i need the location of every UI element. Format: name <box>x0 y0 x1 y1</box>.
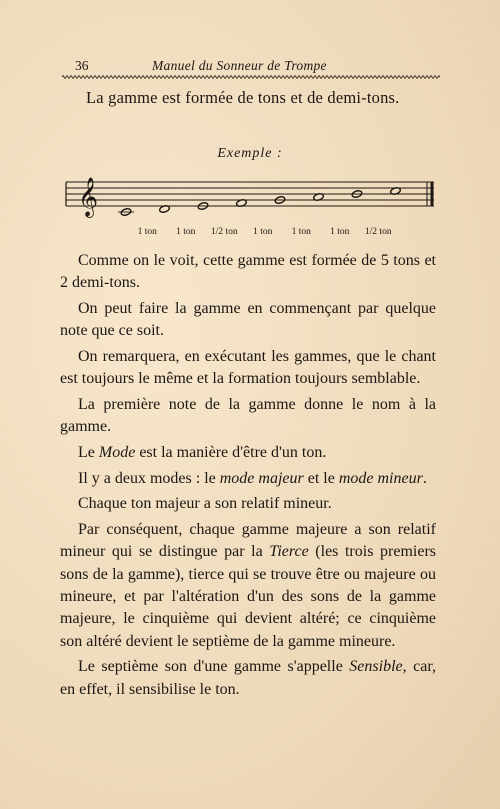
header-rule <box>62 74 440 80</box>
text-run: Chaque ton majeur a son relatif mineur. <box>78 495 332 513</box>
italic-term: mode majeur <box>219 469 304 487</box>
paragraph <box>60 442 436 464</box>
paragraph <box>60 656 436 701</box>
interval-label: 1 ton <box>176 227 196 237</box>
example-label: Exemple : <box>217 146 283 161</box>
text-run: La première note de la gamme donne le nom à la gamme. <box>60 396 436 436</box>
note-group <box>118 187 401 217</box>
text-run: On peut faire la gamme en commençant par quelque note que ce soit. <box>60 300 436 340</box>
italic-term: Tierce <box>269 543 309 561</box>
text-run: . <box>422 469 427 487</box>
paragraph <box>60 346 436 391</box>
italic-term: Sensible <box>349 658 403 676</box>
paragraph <box>60 519 436 653</box>
italic-term: Mode <box>98 444 136 461</box>
music-staff <box>64 172 440 244</box>
text-run: Par conséquent, chaque gamme majeure a son relatif mineur qui se distingue par la <box>60 520 436 561</box>
intro-sentence: La gamme est formée de tons et de demi-tons. <box>86 88 400 107</box>
running-title: Manuel du Sonneur de Trompe <box>152 58 327 73</box>
interval-label: 1/2 ton <box>210 227 238 237</box>
interval-label: 1/2 ton <box>364 227 392 237</box>
paragraph <box>60 468 436 490</box>
text-run: est la manière d'être d'un ton. <box>135 444 327 461</box>
page-number: 36 <box>75 58 89 73</box>
text-run: On remarquera, en exécutant les gammes, que le chant est toujours le même et la formation toujours semblable. <box>60 348 436 388</box>
treble-clef-icon: 𝄞 <box>78 177 99 217</box>
text-run: Comme on le voit, cette gamme est formée de 5 tons et 2 demi-tons. <box>60 252 436 292</box>
text-run: Il y a deux modes : le <box>78 469 220 487</box>
interval-label: 1 ton <box>253 227 273 237</box>
text-run: (les trois premiers sons de la gamme), tierce qui se trouve être ou majeure ou mineure, et par l'altération d'un des sons de la gamme majeure, le cinquième qui devient altéré; ce cinquième son altéré devient le septième de la gamme mineure. <box>60 543 437 650</box>
paragraph <box>60 493 436 515</box>
text-run: Le septième son d'une gamme s'appelle <box>78 658 350 676</box>
text-run: et le <box>303 469 339 487</box>
paragraph <box>60 298 436 343</box>
body-text <box>60 250 436 704</box>
interval-label: 1 ton <box>330 227 350 237</box>
interval-label: 1 ton <box>137 227 157 237</box>
text-run: Le <box>78 444 99 461</box>
text-run: , car, en effet, il sensibilise le ton. <box>60 658 437 698</box>
paragraph <box>60 250 436 295</box>
interval-label: 1 ton <box>291 227 311 237</box>
paragraph <box>60 394 436 439</box>
staff-lines <box>66 182 434 206</box>
italic-term: mode mineur <box>338 469 423 487</box>
interval-labels <box>138 227 392 237</box>
